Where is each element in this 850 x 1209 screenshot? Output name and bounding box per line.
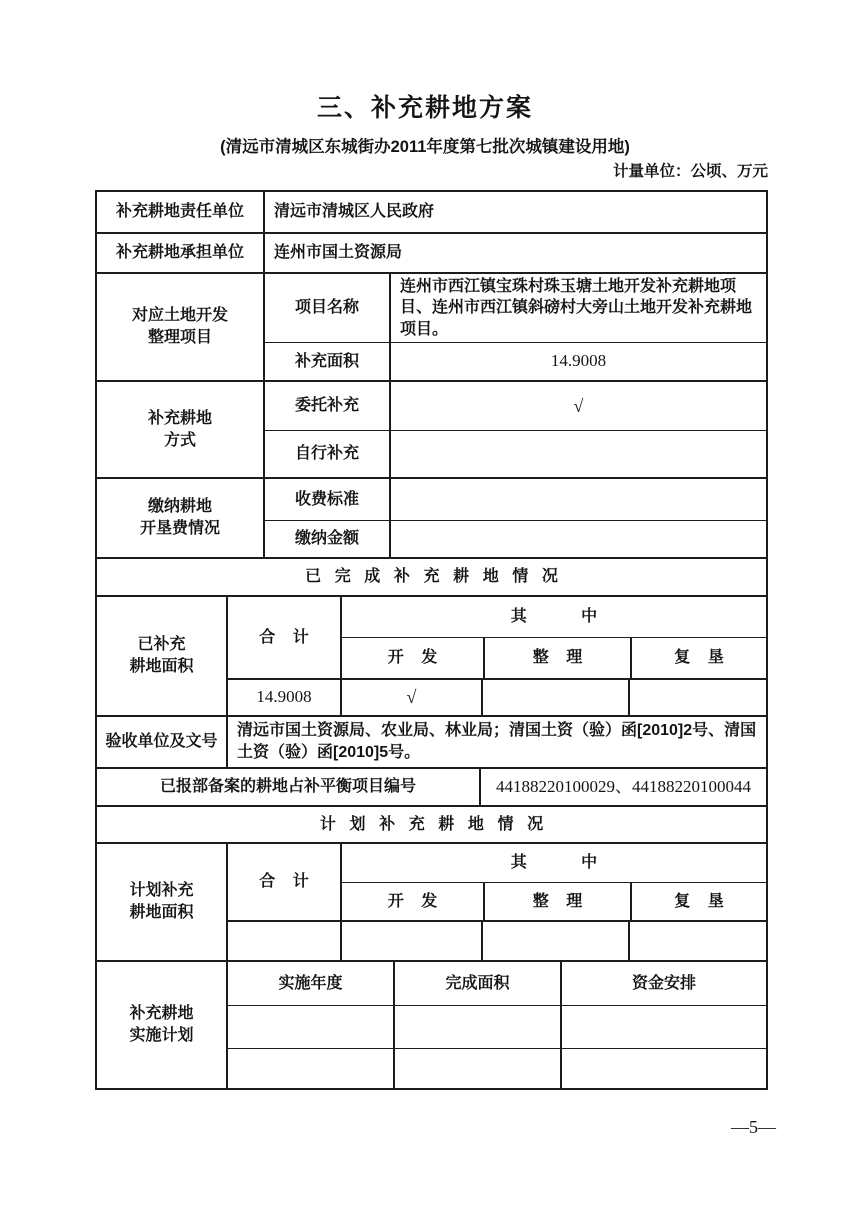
self-supplement-label: 自行补充 — [294, 445, 359, 463]
implementation-plan-label — [97, 962, 226, 1088]
supplement-method-label-line2: 方式 — [163, 431, 196, 449]
row-project-name — [265, 274, 766, 342]
land-dev-project-label-line2: 整理项目 — [147, 329, 212, 346]
row-undertaking-unit — [97, 232, 766, 272]
implementation-row1-year — [228, 1006, 393, 1048]
section-planned-area — [97, 842, 766, 960]
row-fee-standard — [265, 479, 766, 520]
row-responsible-unit — [97, 192, 766, 232]
planned-area-body — [226, 844, 766, 960]
completed-area-label-line2: 耕地面积 — [129, 658, 194, 675]
form-table — [95, 190, 768, 1090]
completed-col-consolidation: 整理 — [483, 638, 630, 678]
project-name-label: 项目名称 — [294, 299, 359, 317]
completed-total-value: 14.9008 — [256, 687, 312, 707]
completed-development-checkmark: √ — [340, 680, 481, 715]
implementation-row1-area — [393, 1006, 560, 1048]
acceptance-label: 验收单位及文号 — [105, 733, 218, 751]
reclamation-fee-label — [97, 479, 263, 557]
implementation-data-row-1 — [228, 1005, 766, 1048]
planned-col-reclamation: 复垦 — [630, 883, 766, 920]
planned-among-group — [340, 844, 766, 920]
implementation-plan-body — [226, 962, 766, 1088]
implementation-data-row-2 — [228, 1048, 766, 1088]
row-planned-section-header — [97, 805, 766, 842]
row-entrusted-supplement — [265, 382, 766, 430]
completed-consolidation-value — [481, 680, 628, 715]
completed-section-header: 已完成补充耕地情况 — [305, 568, 572, 586]
undertaking-unit-label: 补充耕地承担单位 — [115, 244, 244, 262]
completed-among-label: 其中 — [510, 608, 652, 626]
implementation-plan-label-line2: 实施计划 — [129, 1027, 194, 1044]
implementation-col-completed-area: 完成面积 — [393, 962, 560, 1005]
section-land-dev-project — [97, 272, 766, 380]
supplement-area-label: 补充面积 — [294, 352, 359, 370]
record-number-value: 44188220100029、44188220100044 — [479, 769, 766, 805]
page-number: —5— — [731, 1117, 776, 1137]
responsible-unit-value: 清远市清城区人民政府 — [263, 192, 766, 232]
acceptance-value: 清远市国土资源局、农业局、林业局；清国土资（验）函[2010]2号、清国土资（验）函[2010]5号。 — [226, 717, 766, 767]
planned-area-data-row — [228, 920, 766, 960]
implementation-row2-funding — [560, 1049, 766, 1088]
fee-standard-value — [389, 479, 766, 520]
implementation-row2-area — [393, 1049, 560, 1088]
row-completed-section-header — [97, 557, 766, 595]
entrusted-supplement-checkmark: √ — [389, 382, 766, 430]
row-self-supplement — [265, 430, 766, 477]
project-name-value: 连州市西江镇宝珠村珠玉塘土地开发补充耕地项目、连州市西江镇斜磅村大旁山土地开发补充耕地项目。 — [389, 274, 766, 342]
completed-area-body — [226, 597, 766, 715]
supplement-method-label-line1: 补充耕地 — [147, 409, 212, 427]
responsible-unit-label: 补充耕地责任单位 — [115, 203, 244, 221]
implementation-plan-label-line1: 补充耕地 — [129, 1005, 194, 1023]
completed-area-header — [228, 597, 766, 678]
completed-total-label: 合计 — [259, 628, 327, 646]
land-dev-project-label-line1: 对应土地开发 — [131, 307, 228, 325]
completed-among-group — [340, 597, 766, 678]
planned-among-label: 其中 — [510, 854, 652, 872]
planned-consolidation-value — [481, 922, 628, 960]
supplement-method-body — [263, 382, 766, 477]
completed-col-reclamation: 复垦 — [630, 638, 766, 678]
completed-subcolumn-header — [342, 637, 766, 678]
row-paid-amount — [265, 520, 766, 557]
section-supplement-method — [97, 380, 766, 477]
reclamation-fee-label-line1: 缴纳耕地 — [147, 498, 212, 516]
implementation-col-funding: 资金安排 — [560, 962, 766, 1005]
paid-amount-label: 缴纳金额 — [294, 530, 359, 548]
row-supplement-area — [265, 342, 766, 380]
planned-total-label: 合计 — [259, 873, 327, 891]
undertaking-unit-value: 连州市国土资源局 — [263, 234, 766, 272]
planned-area-label — [97, 844, 226, 960]
implementation-col-year: 实施年度 — [278, 974, 343, 992]
section-completed-area — [97, 595, 766, 715]
reclamation-fee-body — [263, 479, 766, 557]
planned-reclamation-value — [628, 922, 766, 960]
section-implementation-plan — [97, 960, 766, 1088]
planned-area-label-line1: 计划补充 — [129, 882, 194, 900]
measurement-unit-note: 计量单位：公顷、万元 — [612, 163, 768, 180]
planned-area-header — [228, 844, 766, 920]
supplement-method-label — [97, 382, 263, 477]
paid-amount-value — [389, 521, 766, 557]
planned-area-label-line2: 耕地面积 — [129, 904, 194, 921]
page-subtitle: (清远市清城区东城街办2011年度第七批次城镇建设用地) — [220, 138, 630, 156]
reclamation-fee-label-line2: 开垦费情况 — [139, 520, 220, 537]
page-title: 三、补充耕地方案 — [316, 94, 533, 122]
completed-area-data-row — [228, 678, 766, 715]
supplement-area-value: 14.9008 — [389, 343, 766, 380]
planned-section-header: 计划补充耕地情况 — [319, 815, 557, 833]
completed-area-label-line1: 已补充 — [137, 636, 186, 654]
planned-subcolumn-header — [342, 882, 766, 920]
planned-col-consolidation: 整理 — [483, 883, 630, 920]
planned-development-value — [340, 922, 481, 960]
land-dev-project-label — [97, 274, 263, 380]
fee-standard-label: 收费标准 — [294, 490, 359, 508]
planned-total-value — [228, 922, 340, 960]
row-acceptance — [97, 715, 766, 767]
completed-area-label — [97, 597, 226, 715]
record-number-label: 已报部备案的耕地占补平衡项目编号 — [159, 778, 416, 796]
completed-col-development: 开发 — [387, 649, 455, 667]
planned-col-development: 开发 — [387, 892, 455, 910]
section-reclamation-fee — [97, 477, 766, 557]
implementation-row2-year — [228, 1049, 393, 1088]
row-record-number — [97, 767, 766, 805]
entrusted-supplement-label: 委托补充 — [294, 397, 359, 415]
self-supplement-value — [389, 431, 766, 477]
land-dev-project-body — [263, 274, 766, 380]
implementation-row1-funding — [560, 1006, 766, 1048]
implementation-header-row — [228, 962, 766, 1005]
completed-reclamation-value — [628, 680, 766, 715]
